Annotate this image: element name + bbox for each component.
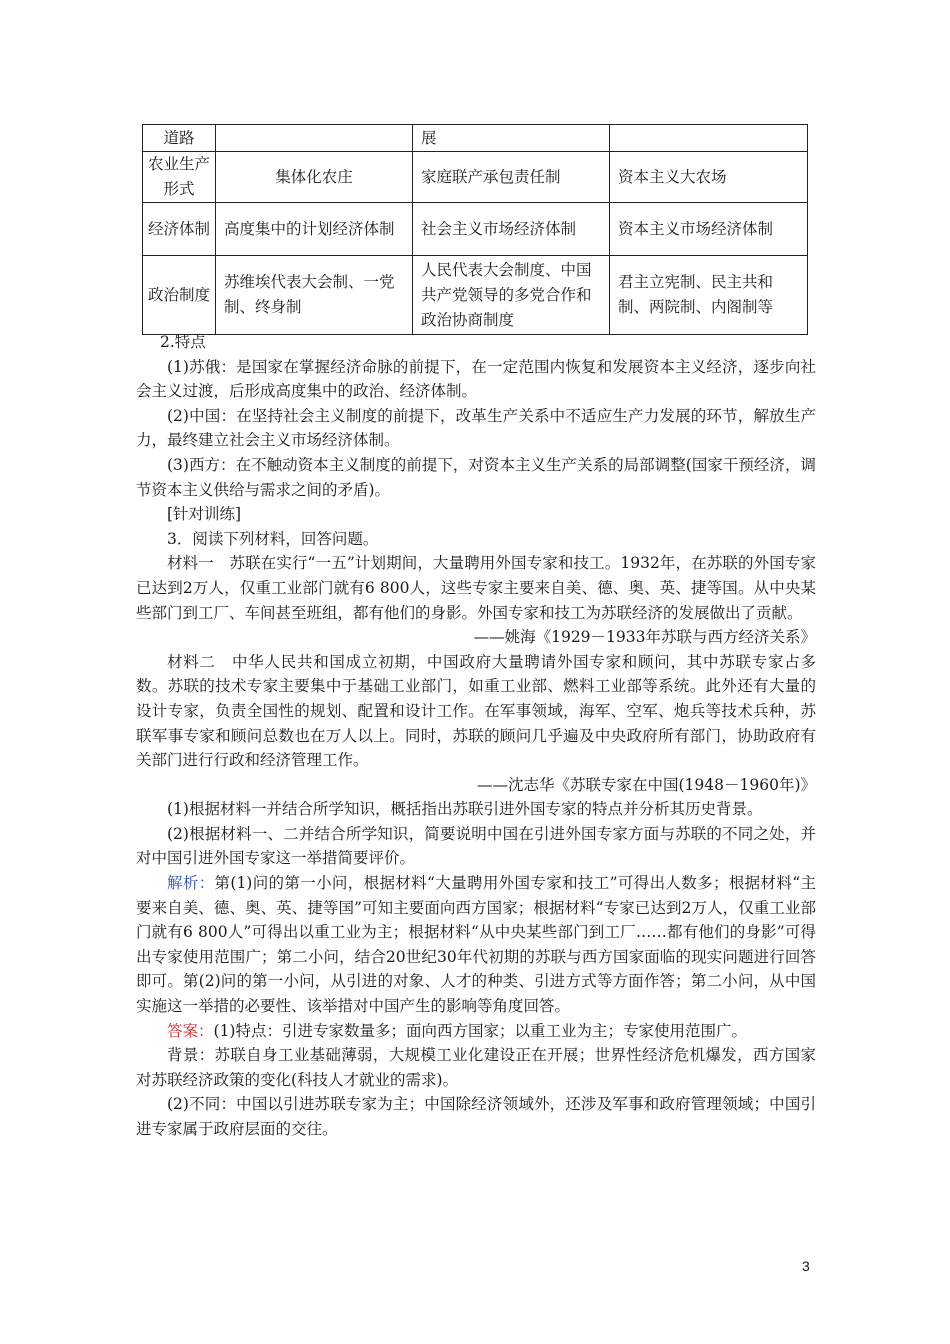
- table-row: [143, 152, 808, 203]
- analysis-label: 解析：: [167, 874, 215, 893]
- answer-paragraph: [136, 1019, 816, 1044]
- table-cell: 人民代表大会制度、中国共产党领导的多党合作和政治协商制度: [413, 256, 610, 335]
- table-cell: 集体化农庄: [216, 152, 413, 203]
- table-cell: [610, 125, 808, 152]
- question: (2)根据材料一、二并结合所学知识，简要说明中国在引进外国专家方面与苏联的不同之处，并对中国引进外国专家这一举措简要评价。: [136, 824, 816, 868]
- table-cell: 苏维埃代表大会制、一党制、终身制: [216, 256, 413, 335]
- paragraph: (1)苏俄：是国家在掌握经济命脉的前提下，在一定范围内恢复和发展资本主义经济，逐步向社会主义过渡，后形成高度集中的政治、经济体制。: [136, 357, 816, 401]
- section-heading: 2.特点: [160, 333, 206, 351]
- source-citation: ——姚海《1929－1933年苏联与西方经济关系》: [473, 628, 816, 647]
- table-cell: [216, 125, 413, 152]
- table-cell-head: 经济体制: [143, 203, 216, 256]
- table-cell-head: 农业生产形式: [143, 152, 216, 203]
- paragraph: 背景：苏联自身工业基础薄弱，大规模工业化建设正在开展；世界性经济危机爆发，西方国家对苏联经济政策的变化(科技人才就业的需求)。: [136, 1046, 816, 1089]
- paragraph: (2)中国：在坚持社会主义制度的前提下，改革生产关系中不适应生产力发展的环节，解放生产力，最终建立社会主义市场经济体制。: [136, 406, 816, 450]
- table-cell: 家庭联产承包责任制: [413, 152, 610, 203]
- table-cell: 君主立宪制、民主共和制、两院制、内阁制等: [610, 256, 808, 335]
- table-cell: 展: [413, 125, 610, 152]
- table-cell-head: 道路: [143, 125, 216, 152]
- analysis-paragraph: [136, 871, 816, 1019]
- table-row: [143, 256, 808, 335]
- table-row: [143, 125, 808, 152]
- table-cell: 资本主义市场经济体制: [610, 203, 808, 256]
- table-cell-head: 政治制度: [143, 256, 216, 335]
- table-cell: 资本主义大农场: [610, 152, 808, 203]
- material-paragraph: 材料一 苏联在实行“一五”计划期间，大量聘用外国专家和技工。1932年，在苏联的外国专家已达到2万人，仅重工业部门就有6 800人，这些专家主要来自美、德、奥、英、捷等国。从中央某些部门到工厂、车间甚至班组，都有他们的身影。外国专家和技工为苏联经济的发展做出了贡献。: [136, 554, 816, 622]
- table-row: [143, 203, 808, 256]
- question: (1)根据材料一并结合所学知识，概括指出苏联引进外国专家的特点并分析其历史背景。: [167, 800, 763, 819]
- table-cell: 社会主义市场经济体制: [413, 203, 610, 256]
- answer-text: (1)特点：引进专家数量多；面向西方国家；以重工业为主；专家使用范围广。: [213, 1021, 747, 1040]
- section-heading: [针对训练]: [167, 505, 242, 524]
- comparison-table: [142, 124, 808, 335]
- table-cell: 高度集中的计划经济体制: [216, 203, 413, 256]
- answer-label: 答案：: [167, 1021, 214, 1040]
- main-text: [136, 330, 816, 1142]
- analysis-text: 第(1)问的第一小问，根据材料“大量聘用外国专家和技工”可得出人数多；根据材料“主要来自美、德、奥、英、捷等国”可知主要面向西方国家；根据材料“专家已达到2万人，仅重工业部门就有6 800人”可得出以重工业为主；根据材料“从中央某些部门到工厂……都有他们的身影”可得出专家使用范围广；第二小问，结合20世纪30年代初期的苏联与西方国家面临的现实问题进行回答即可。第(2)问的第一小问，从引进的对象、人才的种类、引进方式等方面作答；第二小问，从中国实施这一举措的必要性、该举措对中国产生的影响等角度回答。: [136, 874, 816, 1016]
- source-citation: ——沈志华《苏联专家在中国(1948－1960年)》: [477, 775, 816, 794]
- paragraph: (3)西方：在不触动资本主义制度的前提下，对资本主义生产关系的局部调整(国家干预经济，调节资本主义供给与需求之间的矛盾)。: [136, 455, 816, 499]
- material-paragraph: 材料二 中华人民共和国成立初期，中国政府大量聘请外国专家和顾问，其中苏联专家占多数。苏联的技术专家主要集中于基础工业部门，如重工业部、燃料工业部等系统。此外还有大量的设计专家，负责全国性的规划、配置和设计工作。在军事领域，海军、空军、炮兵等技术兵种，苏联军事专家和顾问总数也在万人以上。同时，苏联的顾问几乎遍及中央政府所有部门，协助政府有关部门进行行政和经济管理工作。: [136, 652, 816, 770]
- paragraph: (2)不同：中国以引进苏联专家为主；中国除经济领域外，还涉及军事和政府管理领域；中国引进专家属于政府层面的交往。: [136, 1095, 816, 1138]
- question-intro: 3．阅读下列材料，回答问题。: [167, 529, 379, 548]
- page-number: 3: [802, 1258, 810, 1274]
